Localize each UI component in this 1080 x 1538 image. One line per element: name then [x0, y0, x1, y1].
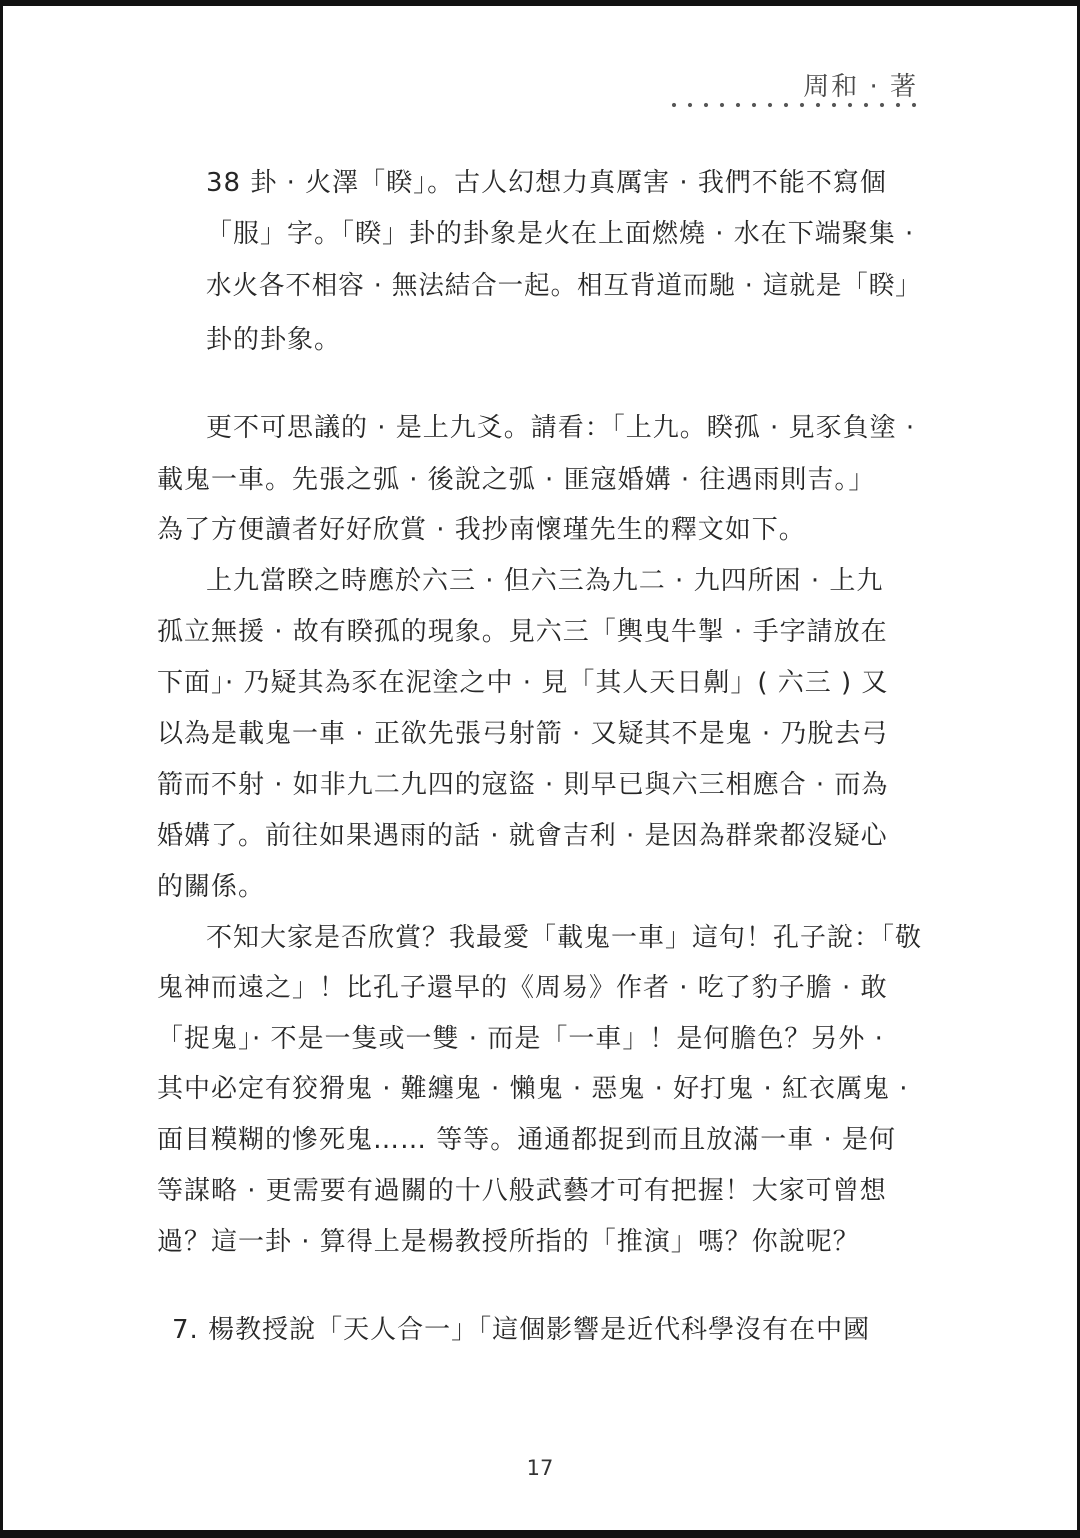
- paragraph1-line2: 「服」字。「睽」卦的卦象是火在上面燃燒 · 水在下端聚集 ·: [206, 219, 915, 249]
- paragraph3-line7: 的關係。: [157, 872, 266, 902]
- paragraph3-line1: 上九當睽之時應於六三 · 但六三為九二 · 九四所困 · 上九: [206, 566, 884, 596]
- paragraph4-line7: 過？這一卦 · 算得上是楊教授所指的「推演」嗎？你說呢？: [157, 1227, 860, 1257]
- paragraph4-line4: 其中必定有狡猾鬼 · 難纏鬼 · 懶鬼 · 惡鬼 · 好打鬼 · 紅衣厲鬼 ·: [157, 1074, 909, 1104]
- paragraph2-line2: 載鬼一車。先張之弧 · 後說之弧 · 匪寇婚媾 · 往遇雨則吉。」: [157, 465, 876, 495]
- header-author: 周和 · 著: [803, 72, 918, 102]
- paragraph3-line5: 箭而不射 · 如非九二九四的寇盜 · 則早已與六三相應合 · 而為: [157, 770, 889, 800]
- paragraph1-line1: 38 卦 · 火澤「睽」。古人幻想力真厲害 · 我們不能不寫個: [206, 168, 887, 198]
- paragraph2-line3: 為了方便讀者好好欣賞 · 我抄南懷瑾先生的釋文如下。: [157, 515, 806, 545]
- paragraph2-line1: 更不可思議的 · 是上九爻。請看：「上九。睽孤 · 見豕負塗 ·: [206, 413, 916, 443]
- paragraph3-line6: 婚媾了。前往如果遇雨的話 · 就會吉利 · 是因為群衆都沒疑心: [157, 821, 888, 851]
- paragraph5-line1: 7. 楊教授說「天人合一」「這個影響是近代科學沒有在中國: [172, 1315, 871, 1345]
- paragraph3-line2: 孤立無援 · 故有睽孤的現象。見六三「輿曳牛掣 · 手字請放在: [157, 617, 888, 647]
- paragraph4-line6: 等謀略 · 更需要有過關的十八般武藝才可有把握！大家可曾想: [157, 1176, 887, 1206]
- paragraph1-line3: 水火各不相容 · 無法結合一起。相互背道而馳 · 這就是「睽」: [206, 271, 922, 301]
- paragraph4-line1: 不知大家是否欣賞？我最愛「載鬼一車」這句！孔子說：「敬: [206, 923, 923, 953]
- paragraph4-line2: 鬼神而遠之」！比孔子還早的《周易》作者 · 吃了豹子膽 · 敢: [157, 973, 888, 1003]
- page-number: 17: [526, 1456, 554, 1480]
- header-dotted-rule: [666, 102, 922, 108]
- paragraph3-line4: 以為是載鬼一車 · 正欲先張弓射箭 · 又疑其不是鬼 · 乃脫去弓: [157, 719, 889, 749]
- paragraph1-line4: 卦的卦象。: [206, 325, 342, 355]
- paragraph3-line3: 下面」· 乃疑其為豕在泥塗之中 · 見「其人天日劓」( 六三 ) 又: [157, 668, 889, 698]
- paragraph4-line5: 面目糢糊的慘死鬼…… 等等。通通都捉到而且放滿一車 · 是何: [157, 1125, 897, 1155]
- paragraph4-line3: 「捉鬼」· 不是一隻或一雙 · 而是「一車」！是何膽色？另外 ·: [157, 1024, 884, 1054]
